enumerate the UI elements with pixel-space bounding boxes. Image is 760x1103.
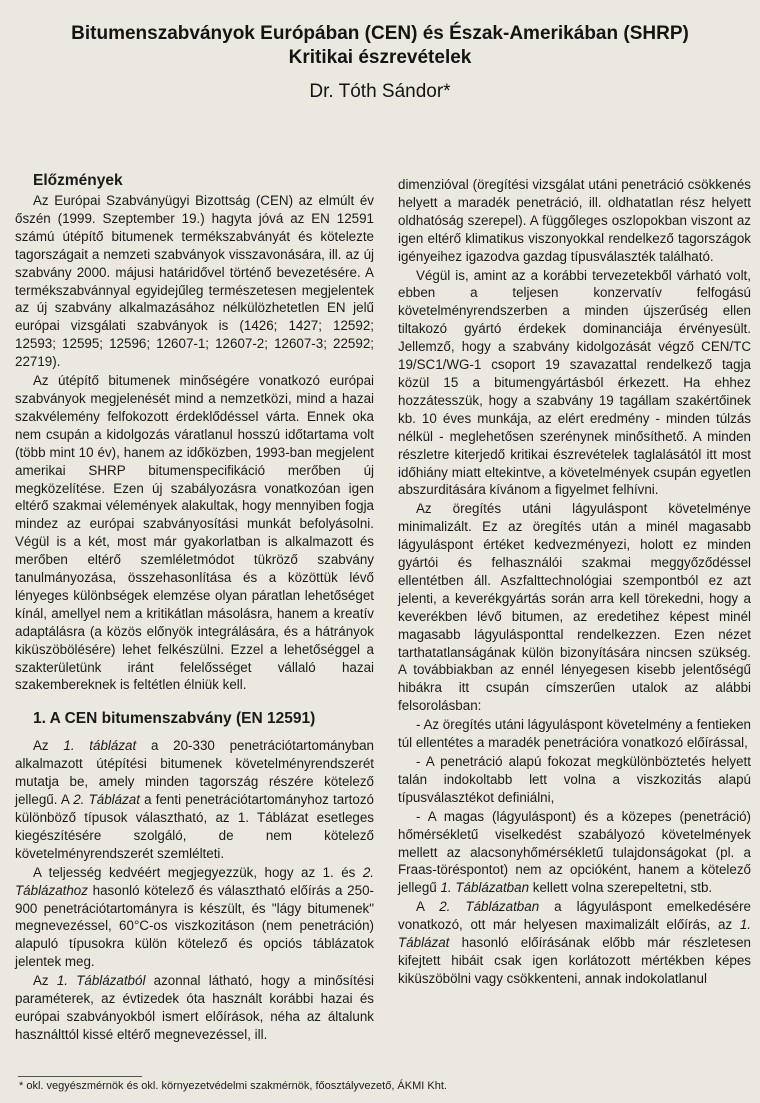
table-reference: 2. Táblázathoz bbox=[15, 864, 374, 898]
table-reference: 1. táblázat bbox=[63, 738, 137, 754]
paragraph: Végül is, amint az a korábbi tervezetekből várható volt, ebben a teljesen konzervatív felfogású követelményrendszerben a minden újszerűség ellen tiltakozó gyártó érdekek dominanciája érvényesült. Jellemző, hogy a szabvány kidolgozását végző CEN/TC 19/SC1/WG-1 csoport 19 szavazattal rendelkező tagja közül 15 a bitumengyártásból érkezett. Ha ehhez hozzátesszük, hogy a szabvány 19 tagállam szakértőinek kb. 10 éves munkája, az elért eredmény - minden túlzás nélkül - meglehetősen szerénynek minősíthető. A minden részletre kiterjedő kritikai észrevételek taglalásától itt most időhiány miatt eltekintve, a követelmények csupán egyetlen abszurditására kívánom a figyelmet felhívni. bbox=[398, 267, 751, 498]
author-name: Dr. Tóth Sándor* bbox=[309, 81, 451, 102]
text-run: Az bbox=[33, 973, 57, 989]
paragraph bbox=[15, 864, 374, 971]
paragraph bbox=[15, 972, 374, 1044]
paragraph: Az útépítő bitumenek minőségére vonatkozó európai szabványok megjelenését mind a nemzetközi, mind a hazai szakvélemény felfokozott érdeklődéssel várta. Ennek oka nem csupán a kidolgozás váratlanul hosszú időtartama volt (több mint 10 év), hanem az időközben, 1993-ban megjelent amerikai SHRP bitumenspecifikáció merőben új megközelítése. Ezen új szabályozásra vonatkozóan igen eltérő szakmai vélemények alakultak, hogy mennyiben fogja mindez az európai szabványosítási munkát befolyásolni. Végül is a két, most már gyakorlatban is alkalmazott és merőben eltérő szemléletmódot tükröző szabvány tanulmányozása, összehasonlítása és a közöttük lévő lényeges különbségek elemzése olyan páratlan lehetőséget kínál, amellyel nem a kritikátlan másolásra, hanem a kreatív adaptálásra (a közös előnyök integrálására, és a hátrányok kiküszöbölésére) lehet felkészülni. Ezzel a lehetőséggel a szakterületünk iránt felelősséget vállaló hazai szakembereknek is feltétlen élniük kell. bbox=[15, 373, 374, 693]
text-run: A bbox=[416, 899, 440, 915]
text-run: hasonló előírásának előbb már részletesen kifejtett hibáit csak igen korlátozott mértékben képes kiküszöbölni vagy csökkenteni, annak indokolatlanul bbox=[398, 935, 751, 986]
text-run: azonnal látható, hogy a minősítési paraméterek, az évtizedek óta használt korábbi hazai és európai szabványokból ismert előírások, néha az általunk használttól kissé eltérő megnevezéssel, ill. bbox=[15, 973, 374, 1042]
table-reference: 2. Táblázat bbox=[73, 792, 140, 808]
footnote: * okl. vegyészmérnök és okl. környezetvédelmi szakmérnök, főosztályvezető, ÁKMI Kht. bbox=[19, 1080, 447, 1092]
text-run: A teljesség kedvéért megjegyezzük, hogy az 1. és bbox=[33, 864, 363, 880]
text-run: a lágyuláspont emelkedésére vonatkozó, ott már helyesen maximalizált előírás, az bbox=[398, 899, 751, 933]
left-column bbox=[15, 171, 374, 1044]
text-run: a fenti penetrációtartományhoz tartozó különböző típusok választható, az 1. Táblázat esetleges kiegészítésére szolgáló, de nem kötelező követelményrendszerét szemlélteti. bbox=[15, 792, 374, 861]
article-title-line-2: Kritikai észrevételek bbox=[288, 47, 472, 68]
table-reference: 1. Táblázatból bbox=[56, 973, 146, 989]
list-item bbox=[398, 808, 751, 898]
table-reference: 2. Táblázatban bbox=[439, 899, 540, 915]
article-title-line-1: Bitumenszabványok Európában (CEN) és Észak-Amerikában (SHRP) bbox=[71, 23, 689, 44]
list-item: - A penetráció alapú fokozat megkülönböztetés helyett talán indokoltabb lett volna a viszkozitás alapú típusválasztékot definiálni, bbox=[398, 754, 751, 805]
text-run: kellett volna szerepeltetni, stb. bbox=[529, 880, 713, 896]
section-heading-elozmenyek: Előzmények bbox=[33, 172, 123, 189]
title-block bbox=[0, 22, 760, 104]
text-run: - A magas (lágyuláspont) és a közepes (penetráció) hőmérsékletű viselkedést szabályozó követelmények mellett az alacsonyhőmérsékletű tulajdonságokat (pl. a Fraas-töréspontot) nem az opcióként, hanem a kötelező jellegű bbox=[398, 808, 751, 896]
text-run: a 20-330 penetrációtartományban alkalmazott útépítési bitumenek követelményrendszerét mutatja be, amely minden tagország részére kötelező jellegű. A bbox=[15, 738, 374, 808]
text-run: Az bbox=[33, 738, 64, 754]
paragraph: Az öregítés utáni lágyuláspont követelménye minimalizált. Ez az öregítés után a minél magasabb lágyuláspont értéket kedvezményezi, holott ez minden gyártói és felhasználói szakmai meggyőződéssel ellentétben áll. Aszfalttechnológiai szempontból ez azt jelenti, a keverékgyártás során arra kell törekedni, hogy a keverékben lévő bitumen, az eredetihez képest minél magasabb lágyulásponttal rendelkezzen. Ezen nézet tarthatatlanságának külön bizonyítására nincsen szükség. A továbbiakban az ennél lényegesen kisebb jelentőségű hibákra itt csupán címszerűen utalok az alábbi felsorolásban: bbox=[398, 501, 751, 714]
text-run: hasonló kötelező és választható előírás a 250-900 penetrációtartományra is készült, és "lágy bitumenek" megnevezéssel, 60°C-os viszkozitáson (nem penetráción) alapuló típusokra külön kötelező és opciós táblázatok jelentek meg. bbox=[15, 882, 374, 970]
list-item: - Az öregítés utáni lágyuláspont követelmény a fentieken túl ellentétes a maradék penetrációra vonatkozó előírással, bbox=[398, 717, 751, 751]
paragraph: Az Európai Szabványügyi Bizottság (CEN) az elmúlt év őszén (1999. Szeptember 19.) hagyta jóvá az EN 12591 számú útépítő bitumenek termékszabványát és kötelezte tagországait a nemzeti szabványok visszavonására, ill. az új szabvány 2000. májusi határidővel történő bevezetésére. A termékszabvánnyal egyidejűleg természetesen megjelentek az új szabvány alkalmazásához nélkülözhetetlen EN jelű európai vizsgálati szabványok is (1426; 1427; 12592; 12593; 12595; 12596; 12607-1; 12607-2; 12607-3; 22592; 22719). bbox=[15, 193, 374, 370]
paragraph bbox=[398, 898, 751, 988]
table-reference: 1. Táblázat bbox=[398, 917, 751, 951]
paragraph bbox=[15, 737, 374, 862]
section-heading-cen-standard: 1. A CEN bitumenszabvány (EN 12591) bbox=[33, 710, 316, 728]
footnote-divider bbox=[18, 1076, 142, 1077]
right-column bbox=[398, 176, 751, 988]
paragraph: dimenzióval (öregítési vizsgálat utáni penetráció csökkenés helyett a maradék penetráció, ill. oldhatatlan rész helyett oldhatóság szerepel). A függőleges oszlopokban viszont az igen eltérő klimatikus viszonyokkal rendelkező tagországok igényeihez igazodva gazdag típusválaszték található. bbox=[398, 177, 751, 264]
table-reference: 1. Táblázatban bbox=[440, 880, 530, 896]
